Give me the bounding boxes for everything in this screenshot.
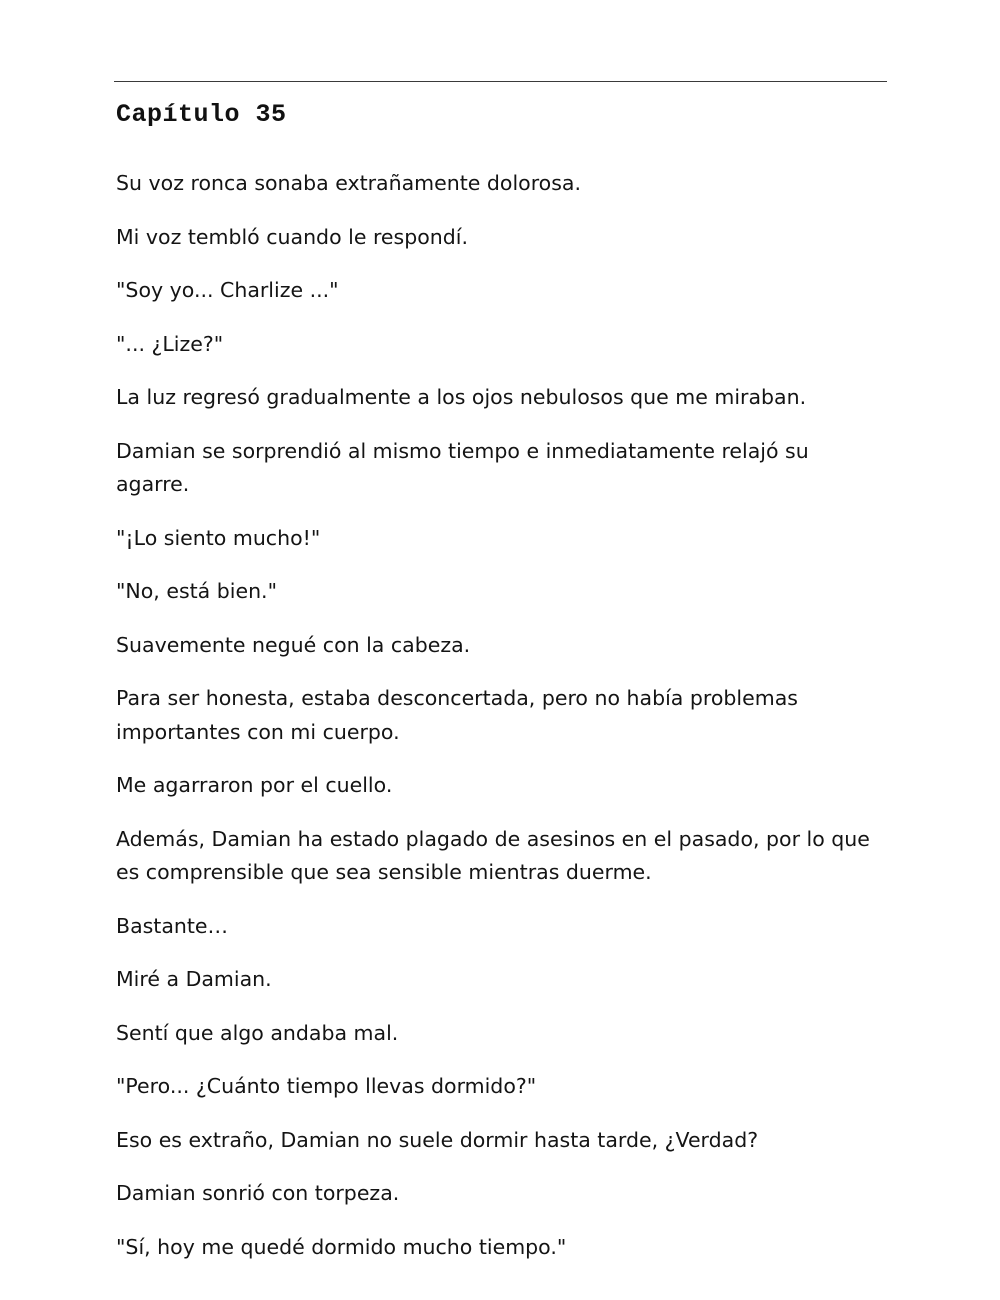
paragraph: Mi voz tembló cuando le respondí. xyxy=(116,224,468,249)
paragraph: "... ¿Lize?" xyxy=(116,331,224,356)
paragraph: "Pero... ¿Cuánto tiempo llevas dormido?" xyxy=(116,1074,537,1098)
paragraph: La luz regresó gradualmente a los ojos nebulosos que me miraban. xyxy=(116,385,807,409)
paragraph: "No, está bien." xyxy=(116,579,278,603)
chapter-body xyxy=(116,167,876,1284)
chapter-title: Capítulo 35 xyxy=(116,100,287,129)
paragraph: Su voz ronca sonaba extrañamente dolorosa. xyxy=(116,171,581,195)
paragraph: Damian sonrió con torpeza. xyxy=(116,1181,400,1205)
paragraph: "Soy yo... Charlize ..." xyxy=(116,278,339,302)
paragraph: Eso es extraño, Damian no suele dormir hasta tarde, ¿Verdad? xyxy=(116,1127,759,1152)
paragraph: Además, Damian ha estado plagado de asesinos en el pasado, por lo que es comprensible que sea sensible mientras duerme. xyxy=(116,826,870,884)
paragraph: Suavemente negué con la cabeza. xyxy=(116,632,471,657)
paragraph: "Sí, hoy me quedé dormido mucho tiempo." xyxy=(116,1234,567,1259)
paragraph: Miré a Damian. xyxy=(116,967,272,991)
top-divider xyxy=(114,81,887,82)
paragraph: "¡Lo siento mucho!" xyxy=(116,525,321,550)
paragraph: Sentí que algo andaba mal. xyxy=(116,1020,399,1045)
paragraph: Damian se sorprendió al mismo tiempo e inmediatamente relajó su agarre. xyxy=(116,438,809,496)
paragraph: Bastante… xyxy=(116,913,229,938)
paragraph: Me agarraron por el cuello. xyxy=(116,773,393,797)
paragraph: Para ser honesta, estaba desconcertada, pero no había problemas importantes con mi cuerpo. xyxy=(116,686,798,744)
